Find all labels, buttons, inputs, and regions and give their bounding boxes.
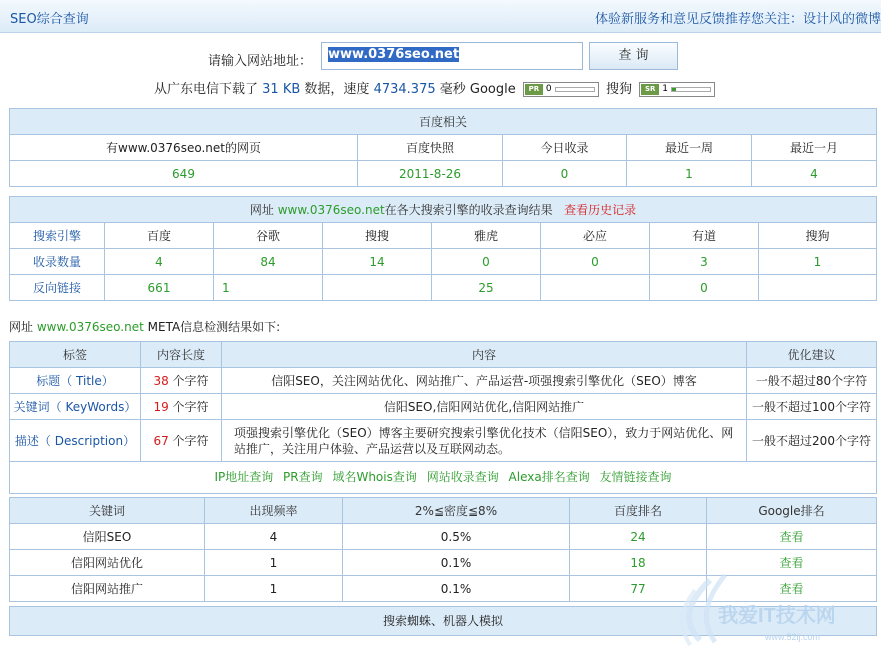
backlink-count[interactable]: 1: [214, 275, 323, 301]
meta-header: 优化建议: [747, 342, 877, 368]
kw-density: 0.1%: [343, 576, 570, 602]
baidu-title: 百度相关: [10, 109, 877, 135]
baidu-header: 有www.0376seo.net的网页: [10, 135, 358, 161]
meta-length-value: 38: [153, 374, 169, 388]
spider-section-title: 搜索蜘蛛、机器人模拟: [9, 606, 877, 636]
kw-frequency: 4: [205, 524, 343, 550]
backlink-count[interactable]: 661: [105, 275, 214, 301]
sr-value: 1: [662, 84, 668, 94]
index-count[interactable]: 0: [541, 249, 650, 275]
index-count[interactable]: 0: [432, 249, 541, 275]
download-prefix: 从广东电信下载了: [154, 82, 259, 97]
top-bar: [0, 0, 881, 33]
link-pr[interactable]: PR查询: [283, 470, 323, 484]
page-title: SEO综合查询: [10, 12, 89, 27]
meta-length: [141, 368, 222, 394]
meta-length: [141, 394, 222, 420]
index-count[interactable]: 4: [105, 249, 214, 275]
notice-link[interactable]: 体验新服务和意见反馈推荐您关注：设计风的微博: [594, 12, 881, 27]
url-input[interactable]: [321, 42, 583, 70]
meta-header: 内容长度: [141, 342, 222, 368]
baidu-header: 最近一周: [627, 135, 752, 161]
meta-table: [9, 341, 877, 462]
backlink-empty: [759, 275, 877, 301]
engines-title-prefix: 网址: [249, 203, 274, 217]
meta-length-unit: 个字符: [172, 374, 209, 388]
kw-header: Google排名: [707, 498, 877, 524]
index-count[interactable]: 3: [650, 249, 759, 275]
url-input-value: www.0376seo.net: [328, 47, 460, 62]
engines-title: [10, 197, 877, 223]
engines-site-link[interactable]: www.0376seo.net: [277, 203, 385, 217]
kw-header: 百度排名: [570, 498, 707, 524]
meta-content: 信阳SEO，关注网站优化、网站推广、产品运营-项强搜索引擎优化（SEO）博客: [222, 368, 747, 394]
meta-site-link[interactable]: www.0376seo.net: [36, 320, 144, 334]
sogou-label: 搜狗: [606, 82, 633, 97]
keyword-table: [9, 497, 877, 602]
kw-baidu-rank[interactable]: 18: [570, 550, 707, 576]
engines-title-suffix: 在各大搜索引擎的收录查询结果: [384, 203, 553, 217]
history-link[interactable]: 查看历史记录: [564, 203, 637, 217]
baidu-header: 百度快照: [358, 135, 503, 161]
kw-frequency: 1: [205, 550, 343, 576]
kw-density: 0.5%: [343, 524, 570, 550]
meta-tag-description: 描述（ Description）: [10, 420, 141, 462]
sr-fill: [672, 88, 676, 91]
search-row: [0, 42, 881, 72]
baidu-value[interactable]: 2011-8-26: [358, 161, 503, 187]
kw-keyword: 信阳SEO: [10, 524, 205, 550]
pr-tag: PR: [525, 84, 543, 95]
engine-header: 雅虎: [432, 223, 541, 249]
meta-content: 信阳SEO,信阳网站优化,信阳网站推广: [222, 394, 747, 420]
kw-google-link[interactable]: 查看: [707, 550, 877, 576]
download-size: 31 KB: [262, 82, 301, 97]
engine-header: 谷歌: [214, 223, 323, 249]
meta-content: 项强搜索引擎优化（SEO）博客主要研究搜索引擎优化技术（信阳SEO），致力于网站优化、网站推广，关注用户体验、产品运营以及互联网动态。: [222, 420, 747, 462]
engine-header: 搜狗: [759, 223, 877, 249]
kw-keyword: 信阳网站推广: [10, 576, 205, 602]
index-count[interactable]: 84: [214, 249, 323, 275]
watermark-text: 我爱IT技术网: [718, 605, 836, 627]
meta-header: 内容: [222, 342, 747, 368]
link-index[interactable]: 网站收录查询: [426, 470, 499, 484]
row-label: 反向链接: [10, 275, 105, 301]
kw-baidu-rank[interactable]: 24: [570, 524, 707, 550]
meta-intro: [9, 318, 280, 335]
kw-google-link[interactable]: 查看: [707, 524, 877, 550]
index-count[interactable]: 1: [759, 249, 877, 275]
meta-tag-title: 标题（ Title）: [10, 368, 141, 394]
meta-length-unit: 个字符: [172, 434, 209, 448]
meta-length: [141, 420, 222, 462]
pagerank-meter: [523, 82, 599, 97]
engine-header: 百度: [105, 223, 214, 249]
meta-advice: 一般不超过80个字符: [747, 368, 877, 394]
meta-advice: 一般不超过200个字符: [747, 420, 877, 462]
meta-tag-keywords: 关键词（ KeyWords）: [10, 394, 141, 420]
download-speed: 4734.375: [373, 82, 436, 97]
link-alexa[interactable]: Alexa排名查询: [508, 470, 590, 484]
baidu-header: 今日收录: [503, 135, 627, 161]
meta-advice: 一般不超过100个字符: [747, 394, 877, 420]
kw-baidu-rank[interactable]: 77: [570, 576, 707, 602]
sr-tag: SR: [641, 84, 659, 95]
tool-links: [9, 462, 877, 494]
sogou-rank-meter: [639, 82, 715, 97]
meta-intro-suffix: META信息检测结果如下:: [147, 320, 281, 334]
engine-header: 搜索引擎: [10, 223, 105, 249]
kw-google-link[interactable]: 查看: [707, 576, 877, 602]
pr-value: 0: [545, 84, 552, 94]
kw-keyword: 信阳网站优化: [10, 550, 205, 576]
kw-density: 0.1%: [343, 550, 570, 576]
link-friendlinks[interactable]: 友情链接查询: [599, 470, 672, 484]
meta-length-value: 67: [153, 434, 169, 448]
row-label: 收录数量: [10, 249, 105, 275]
engine-header: 必应: [541, 223, 650, 249]
kw-header: 出现频率: [205, 498, 343, 524]
meta-length-unit: 个字符: [172, 400, 209, 414]
meta-header: 标签: [10, 342, 141, 368]
kw-frequency: 1: [205, 576, 343, 602]
backlink-empty: [323, 275, 432, 301]
baidu-value[interactable]: 1: [627, 161, 752, 187]
url-label: 请输入网站地址：: [208, 54, 313, 69]
index-count[interactable]: 14: [323, 249, 432, 275]
backlink-count[interactable]: 0: [650, 275, 759, 301]
meta-intro-prefix: 网址: [9, 320, 34, 334]
link-whois[interactable]: 域名Whois查询: [332, 470, 417, 484]
download-unit: 毫秒: [439, 82, 466, 97]
baidu-table: [9, 108, 877, 187]
watermark-sub: www.52ij.com: [765, 632, 821, 642]
link-ip[interactable]: IP地址查询: [214, 470, 274, 484]
engine-header: 有道: [650, 223, 759, 249]
download-mid: 数据，速度: [304, 82, 370, 97]
backlink-empty: [541, 275, 650, 301]
meta-length-value: 19: [153, 400, 169, 414]
query-button[interactable]: 查 询: [589, 42, 678, 70]
download-info: [154, 78, 718, 98]
google-label: Google: [469, 82, 516, 97]
kw-header: 关键词: [10, 498, 205, 524]
baidu-value[interactable]: 4: [752, 161, 877, 187]
baidu-header: 最近一月: [752, 135, 877, 161]
engine-header: 搜搜: [323, 223, 432, 249]
kw-header: 2%≦密度≦8%: [343, 498, 570, 524]
baidu-value[interactable]: 649: [10, 161, 358, 187]
backlink-count[interactable]: 25: [432, 275, 541, 301]
baidu-value[interactable]: 0: [503, 161, 627, 187]
engines-table: [9, 196, 877, 301]
